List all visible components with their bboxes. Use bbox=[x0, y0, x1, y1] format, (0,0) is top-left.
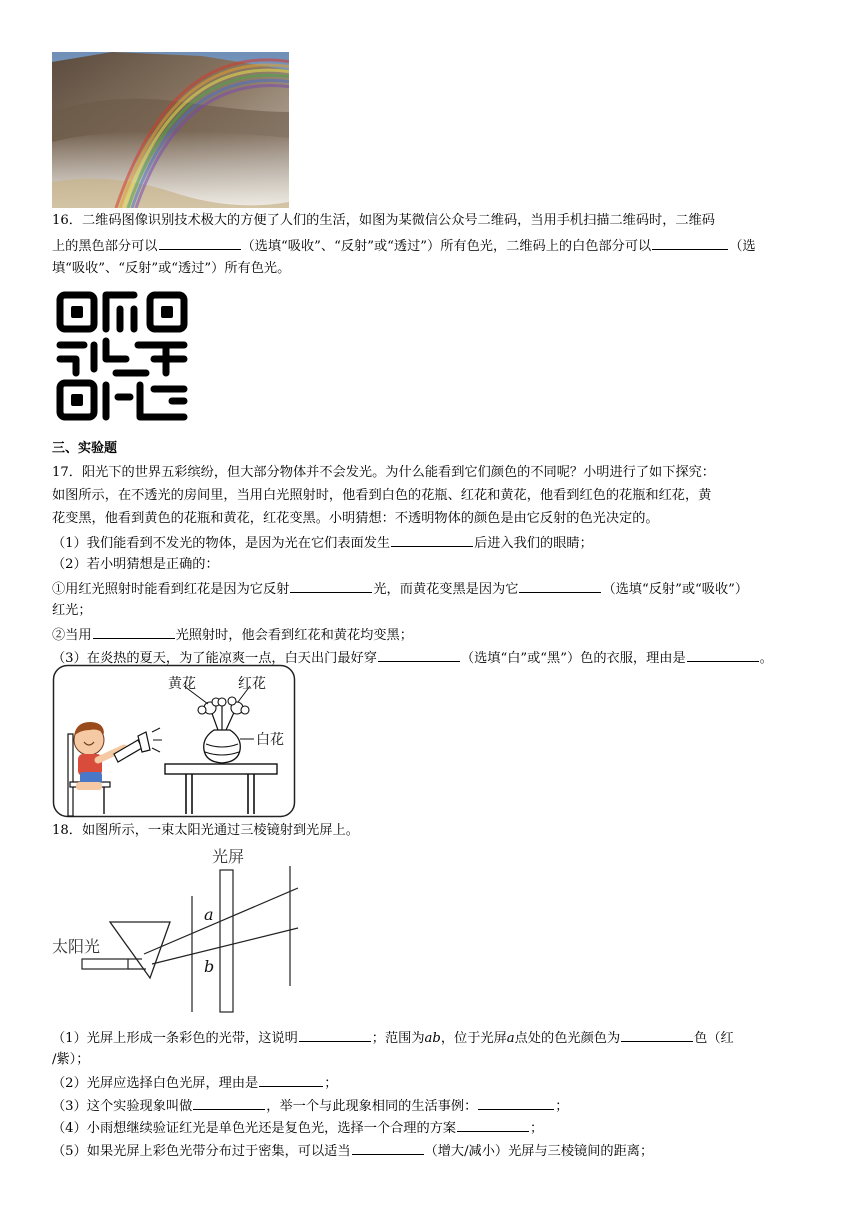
label-screen: 光屏 bbox=[212, 847, 245, 866]
q18-text: a bbox=[506, 1031, 515, 1046]
q17-text: ②当用 bbox=[52, 628, 92, 643]
q18-text: （5）如果光屏上彩色光带分布过于密集，可以适当 bbox=[52, 1144, 351, 1159]
q16-text: （选 bbox=[729, 239, 756, 254]
q18-part1-cont: /紫）； bbox=[52, 1052, 90, 1067]
answer-blank[interactable] bbox=[519, 579, 601, 593]
label-red-flower: 红花 bbox=[238, 676, 266, 692]
q16-text: （选填“吸收”、“反射”或“透过”）所有色光，二维码上的白色部分可以 bbox=[241, 239, 652, 254]
q18-text: （1）光屏上形成一条彩色的光带，这说明 bbox=[52, 1031, 298, 1046]
q18-text: ； bbox=[530, 1121, 544, 1136]
q17-text: 光，而黄花变黑是因为它 bbox=[373, 582, 519, 597]
q18-part2 bbox=[52, 1073, 337, 1093]
q18-text: （2）光屏应选择白色光屏，理由是 bbox=[52, 1076, 259, 1091]
q18-part1 bbox=[52, 1028, 734, 1048]
answer-blank[interactable] bbox=[193, 1096, 265, 1110]
q17-line3: 花变黑，他看到黄色的花瓶和黄花，红花变黑。小明猜想：不透明物体的颜色是由它反射的色光决定的。 bbox=[52, 511, 659, 526]
flower-experiment-figure bbox=[52, 664, 296, 818]
q16-line1 bbox=[52, 212, 715, 230]
q17-text: 。 bbox=[759, 651, 773, 666]
q17-text: （选填“反射”或“吸收”） bbox=[602, 582, 749, 597]
answer-blank[interactable] bbox=[378, 648, 460, 662]
answer-blank[interactable] bbox=[652, 236, 728, 250]
answer-blank[interactable] bbox=[687, 648, 759, 662]
q16-text: 填“吸收”、“反射”或“透过”）所有色光。 bbox=[52, 261, 291, 276]
answer-blank[interactable] bbox=[391, 533, 473, 547]
q18-text: （4）小雨想继续验证红光是单色光还是复色光，选择一个合理的方案 bbox=[52, 1121, 457, 1136]
q18-text: ； bbox=[324, 1076, 338, 1091]
q17-text: （选填“白”或“黑”）色的衣服，理由是 bbox=[460, 651, 686, 666]
q18-text: ab bbox=[424, 1031, 441, 1046]
q17-part1 bbox=[52, 533, 593, 553]
q18-text: 点处的色光颜色为 bbox=[514, 1031, 621, 1046]
q17-text: ①用红光照射时能看到红花是因为它反射 bbox=[52, 582, 290, 597]
q18-text: （3）这个实验现象叫做 bbox=[52, 1099, 193, 1114]
answer-blank[interactable] bbox=[259, 1073, 323, 1087]
q16-text: 上的黑色部分可以 bbox=[52, 239, 158, 254]
q18-stem: 18．如图所示，一束太阳光通过三棱镜射到光屏上。 bbox=[52, 823, 359, 838]
q18-text: ，位于光屏 bbox=[440, 1031, 507, 1046]
q16-text: 16．二维码图像识别技术极大的方便了人们的生活，如图为某微信公众号二维码，当用手机扫描二维码时，二维码 bbox=[52, 213, 715, 228]
answer-blank[interactable] bbox=[621, 1028, 693, 1042]
answer-blank[interactable] bbox=[478, 1096, 554, 1110]
label-point-a: a bbox=[204, 905, 214, 924]
q18-text: ； bbox=[555, 1099, 569, 1114]
qr-code-image bbox=[54, 289, 190, 423]
label-white-flower: 白花 bbox=[256, 732, 284, 748]
q17-part2: （2）若小明猜想是正确的： bbox=[52, 557, 219, 572]
q17-text: （1）我们能看到不发光的物体，是因为光在它们表面发生 bbox=[52, 536, 391, 551]
prism-figure bbox=[52, 846, 312, 1016]
answer-blank[interactable] bbox=[290, 579, 372, 593]
label-point-b: b bbox=[204, 957, 215, 976]
answer-blank[interactable] bbox=[159, 236, 241, 250]
q18-part5 bbox=[52, 1141, 653, 1161]
q17-line1: 17．阳光下的世界五彩缤纷，但大部分物体并不会发光。为什么能看到它们颜色的不同呢？小明进行了如下探究： bbox=[52, 465, 715, 480]
q17-text: 后进入我们的眼睛； bbox=[474, 536, 593, 551]
q18-part3 bbox=[52, 1096, 568, 1116]
q16-line2 bbox=[52, 236, 756, 256]
label-yellow-flower: 黄花 bbox=[168, 676, 196, 692]
q18-text: ，举一个与此现象相同的生活事例： bbox=[266, 1099, 478, 1114]
answer-blank[interactable] bbox=[352, 1141, 424, 1155]
answer-blank[interactable] bbox=[299, 1028, 371, 1042]
q17-part2a bbox=[52, 579, 748, 599]
q17-part2b bbox=[52, 625, 413, 645]
answer-blank[interactable] bbox=[457, 1118, 529, 1132]
q17-text: （3）在炎热的夏天，为了能凉爽一点，白天出门最好穿 bbox=[52, 651, 377, 666]
label-sunlight: 太阳光 bbox=[52, 937, 101, 956]
q17-text: 光照射时，他会看到红花和黄花均变黑； bbox=[175, 628, 413, 643]
answer-blank[interactable] bbox=[93, 625, 175, 639]
q17-part2a-cont: 红光； bbox=[52, 603, 92, 618]
q17-line2: 如图所示，在不透光的房间里，当用白光照射时，他看到白色的花瓶、红花和黄花，他看到红色的花瓶和红花，黄 bbox=[52, 488, 712, 503]
section-title: 三、实验题 bbox=[52, 441, 118, 456]
q18-text: （增大/减小）光屏与三棱镜间的距离； bbox=[424, 1144, 654, 1159]
q18-part4 bbox=[52, 1118, 543, 1138]
q18-text: 色（红 bbox=[694, 1031, 734, 1046]
q18-text: ；范围为 bbox=[371, 1031, 425, 1046]
q16-line3 bbox=[52, 260, 290, 278]
rainbow-photo bbox=[52, 52, 289, 208]
